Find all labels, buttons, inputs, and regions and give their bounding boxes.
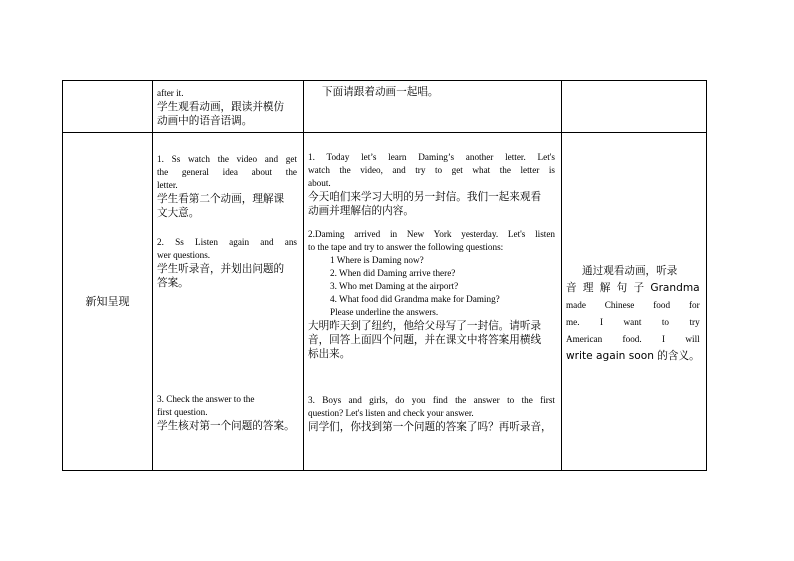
student-text: 2. Ss Listen again and ans — [157, 237, 297, 247]
purpose-text: 通过观看动画，听录 — [582, 265, 678, 277]
teacher-text: 3. Boys and girls, do you find the answer to the first — [308, 395, 555, 405]
question-item: 3. Who met Daming at the airport? — [330, 281, 459, 291]
teacher-text: question? Let's listen and check your answer. — [308, 408, 474, 418]
teacher-text: to the tape and try to answer the following questions: — [308, 242, 504, 252]
question-item: 2. When did Daming arrive there? — [330, 268, 456, 278]
student-text: 学生听录音，并划出问题的 — [157, 263, 285, 275]
teacher-text: 下面请跟着动画一起唱。 — [322, 86, 439, 98]
student-text: 学生看第二个动画，理解课 — [157, 193, 285, 205]
question-item: Please underline the answers. — [330, 307, 439, 317]
teacher-text: 同学们，你找到第一个问题的答案了吗？再听录音， — [308, 421, 552, 433]
teacher-text: 音，回答上面四个问题，并在课文中将答案用横线 — [308, 334, 542, 346]
student-text: 学生观看动画，跟读并模仿 — [157, 101, 285, 113]
student-text: 答案。 — [157, 277, 189, 289]
purpose-cell — [562, 133, 707, 471]
question-item: 4. What food did Grandma make for Daming? — [330, 294, 500, 304]
teacher-text: 标出来。 — [308, 348, 351, 360]
stage-cell — [63, 133, 153, 471]
student-text: the general idea about the — [157, 167, 297, 177]
purpose-text: made Chinese food for — [566, 300, 700, 310]
teacher-text: 2.Daming arrived in New York yesterday. Let's listen — [308, 229, 555, 239]
student-text: first question. — [157, 407, 208, 417]
question-item: 1 Where is Daming now? — [330, 255, 424, 265]
teacher-text: 今天咱们来学习大明的另一封信。我们一起来观看 — [308, 191, 542, 203]
student-text: 文大意。 — [157, 207, 200, 219]
purpose-text: me. I want to try — [566, 317, 700, 327]
student-text: 学生核对第一个问题的答案。 — [157, 420, 295, 432]
stage-label: 新知呈现 — [85, 294, 130, 308]
purpose-cell — [562, 81, 707, 133]
lesson-plan-table — [62, 80, 707, 471]
student-activity-cell — [153, 133, 304, 471]
teacher-text: 动画并理解信的内容。 — [308, 205, 414, 217]
student-text: after it. — [157, 88, 184, 98]
teacher-activity-cell — [304, 81, 562, 133]
stage-cell — [63, 81, 153, 133]
student-text: letter. — [157, 180, 178, 190]
student-text: wer questions. — [157, 250, 211, 260]
teacher-text: about. — [308, 178, 331, 188]
purpose-text: American food. I will — [566, 334, 700, 344]
student-text: 3. Check the answer to the — [157, 394, 255, 404]
table-row — [63, 133, 707, 471]
purpose-text: 音 理 解 句 子 Grandma — [566, 282, 700, 294]
student-text: 动画中的语音语调。 — [157, 115, 253, 127]
student-text: 1. Ss watch the video and get — [157, 154, 297, 164]
table-row — [63, 81, 707, 133]
teacher-text: 大明昨天到了纽约，他给父母写了一封信。请听录 — [308, 320, 542, 332]
teacher-text: 1. Today let’s learn Daming’s another letter. Let's — [308, 152, 555, 162]
purpose-text: write again soon 的含义。 — [566, 350, 700, 362]
teacher-activity-cell — [304, 133, 562, 471]
student-activity-cell — [153, 81, 304, 133]
teacher-text: watch the video, and try to get what the letter is — [308, 165, 555, 175]
